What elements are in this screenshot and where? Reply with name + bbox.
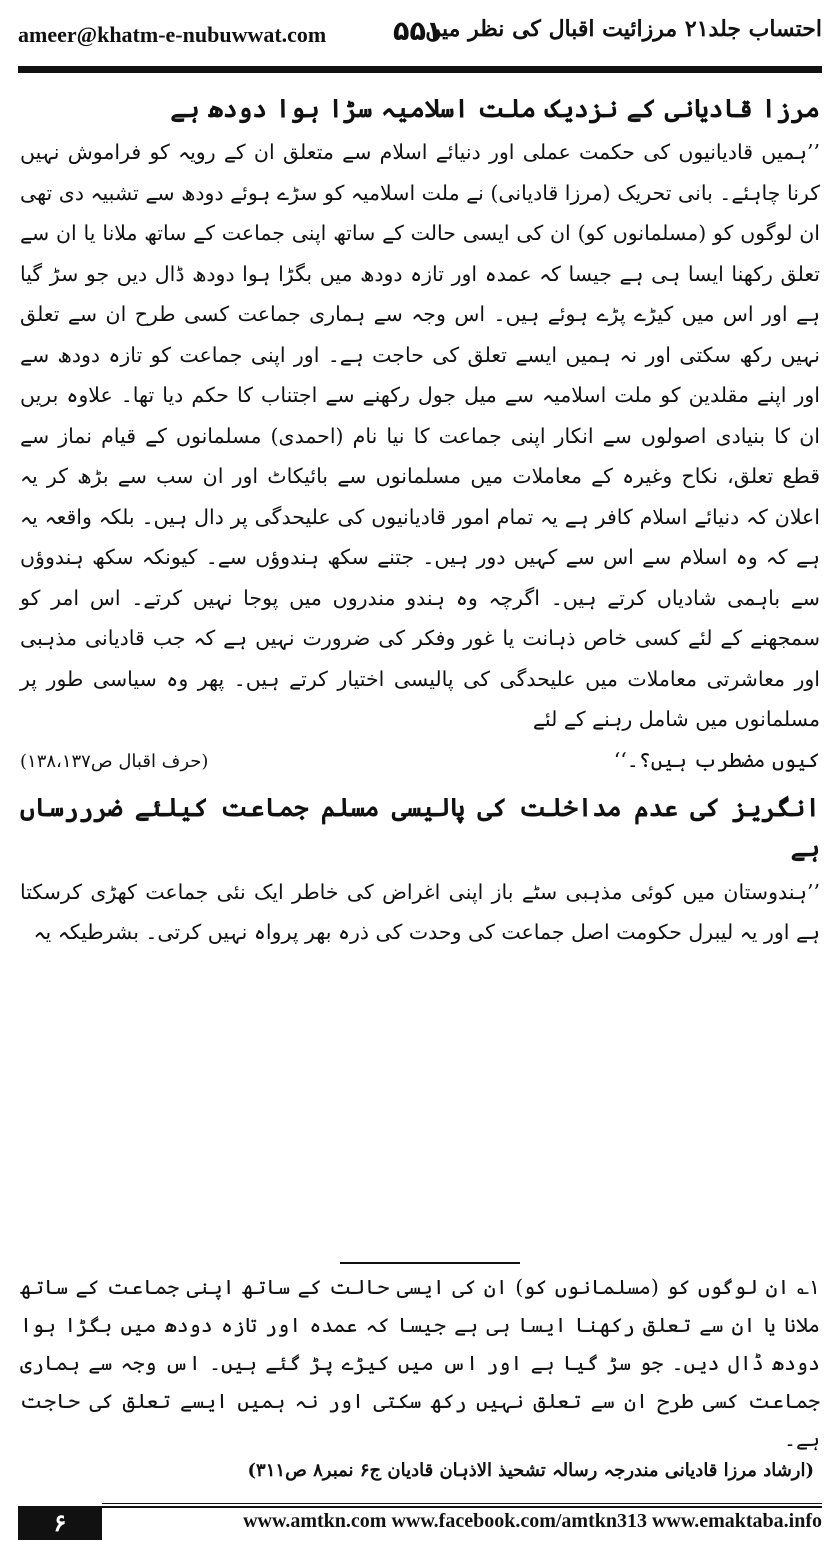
header-page-number: ۵۵۱: [393, 16, 443, 47]
section1-heading: مرزا قادیانی کے نزدیک ملت اسلامیہ سڑا ہوا دودھ ہے: [170, 94, 820, 123]
header-title: احتساب جلد۲۱ مرزائیت اقبال کی نظر میں: [425, 16, 822, 42]
footnote-text: ۱؎ ان لوگوں کو (مسلمانوں کو) ان کی ایسی حالت کے ساتھ اپنی جماعت کے ساتھ ملانا یا ان سے تعلق رکھنا ایسا ہی ہے جیسا کہ عمدہ اور تازہ دودھ میں بگڑا ہوا دودھ ڈال دیں۔ جو سڑ گیا ہے اور اس میں کیڑے پڑ گئے ہیں۔ اس وجہ سے ہماری جماعت کسی طرح ان سے تعلق نہیں رکھ سکتی اور نہ ہمیں ایسے تعلق کی حاجت ہے۔: [20, 1275, 820, 1451]
section1-closing: کیوں مضطرب ہیں؟۔‘‘: [613, 747, 820, 772]
header-email: ameer@khatm-e-nubuwwat.com: [18, 22, 327, 47]
footer-page-marker: ۶: [18, 1506, 102, 1540]
section1-closing-row: [20, 740, 820, 782]
section1-body: ’’ہمیں قادیانیوں کی حکمت عملی اور دنیائے اسلام سے متعلق ان کے رویہ کو فراموش نہیں کرنا چاہئے۔ بانی تحریک (مرزا قادیانی) نے ملت اسلامیہ کو سڑے ہوئے دودھ سے تشبیہ دی تھی ان لوگوں کو (مسلمانوں کو) ان کی ایسی حالت کے ساتھ اپنی جماعت کے ساتھ ملانا یا ان سے تعلق رکھنا ایسا ہی ہے جیسا کہ عمدہ اور تازہ دودھ میں بگڑا ہوا دودھ ڈال دیں جو سڑ گیا ہے اور اس میں کیڑے پڑے ہوئے ہیں۔ اس وجہ سے ہماری جماعت کسی طرح ان سے تعلق نہیں رکھ سکتی اور نہ ہمیں ایسے تعلق کی حاجت ہے۔ اور اپنی جماعت کو تازہ دودھ سے اور اپنے مقلدین کو ملت اسلامیہ سے میل جول رکھنے سے اجتناب کا حکم دیا تھا۔ علاوہ بریں ان کا بنیادی اصولوں سے انکار اپنی جماعت کا نیا نام (احمدی) مسلمانوں کے قیام نماز سے قطع تعلق، نکاح وغیرہ کے معاملات میں مسلمانوں سے بائیکاٹ اور ان سب سے بڑھ کر یہ اعلان کہ دنیائے اسلام کافر ہے یہ تمام امور قادیانیوں کی علیحدگی پر دال ہیں۔ بلکہ واقعہ یہ ہے کہ وہ اسلام سے اس سے کہیں دور ہیں۔ جتنے سکھ ہندوؤں سے۔ کیونکہ سکھ ہندوؤں سے باہمی شادیاں کرتے ہیں۔ اگرچہ وہ ہندو مندروں میں پوجا نہیں کرتے۔ اس امر کو سمجھنے کے لئے کسی خاص ذہانت یا غور وفکر کی ضرورت نہیں ہے کہ جب قادیانی مذہبی اور معاشرتی معاملات میں علیحدگی کی پالیسی اختیار کرتے ہیں۔ پھر وہ سیاسی طور پر مسلمانوں میں شامل رہنے کے لئے: [20, 140, 820, 731]
footer-links[interactable]: www.amtkn.com www.facebook.com/amtkn313 www.emaktaba.info: [243, 1510, 822, 1532]
footer-rule: [102, 1503, 822, 1504]
section2-body: ’’ہندوستان میں کوئی مذہبی سٹے باز اپنی اغراض کی خاطر ایک نئی جماعت کھڑی کرسکتا ہے اور یہ لیبرل حکومت اصل جماعت کی وحدت کی ذرہ بھر پرواہ نہیں کرتی۔ بشرطیکہ یہ: [20, 879, 820, 944]
footnote-source: (ارشاد مرزا قادیانی مندرجہ رسالہ تشحیذ الاذہان قادیان ج۶ نمبر۸ ص۳۱۱): [247, 1460, 814, 1481]
main-content: [20, 90, 820, 953]
page-header: [0, 0, 840, 64]
header-rule: [18, 66, 822, 73]
section1-citation: (حرف اقبال ص۱۳۸،۱۳۷): [20, 750, 209, 772]
section2-heading: انگریز کی عدم مداخلت کی پالیسی مسلم جماعت کیلئے ضرررساں ہے: [20, 792, 820, 862]
footnote-divider: [340, 1262, 520, 1264]
